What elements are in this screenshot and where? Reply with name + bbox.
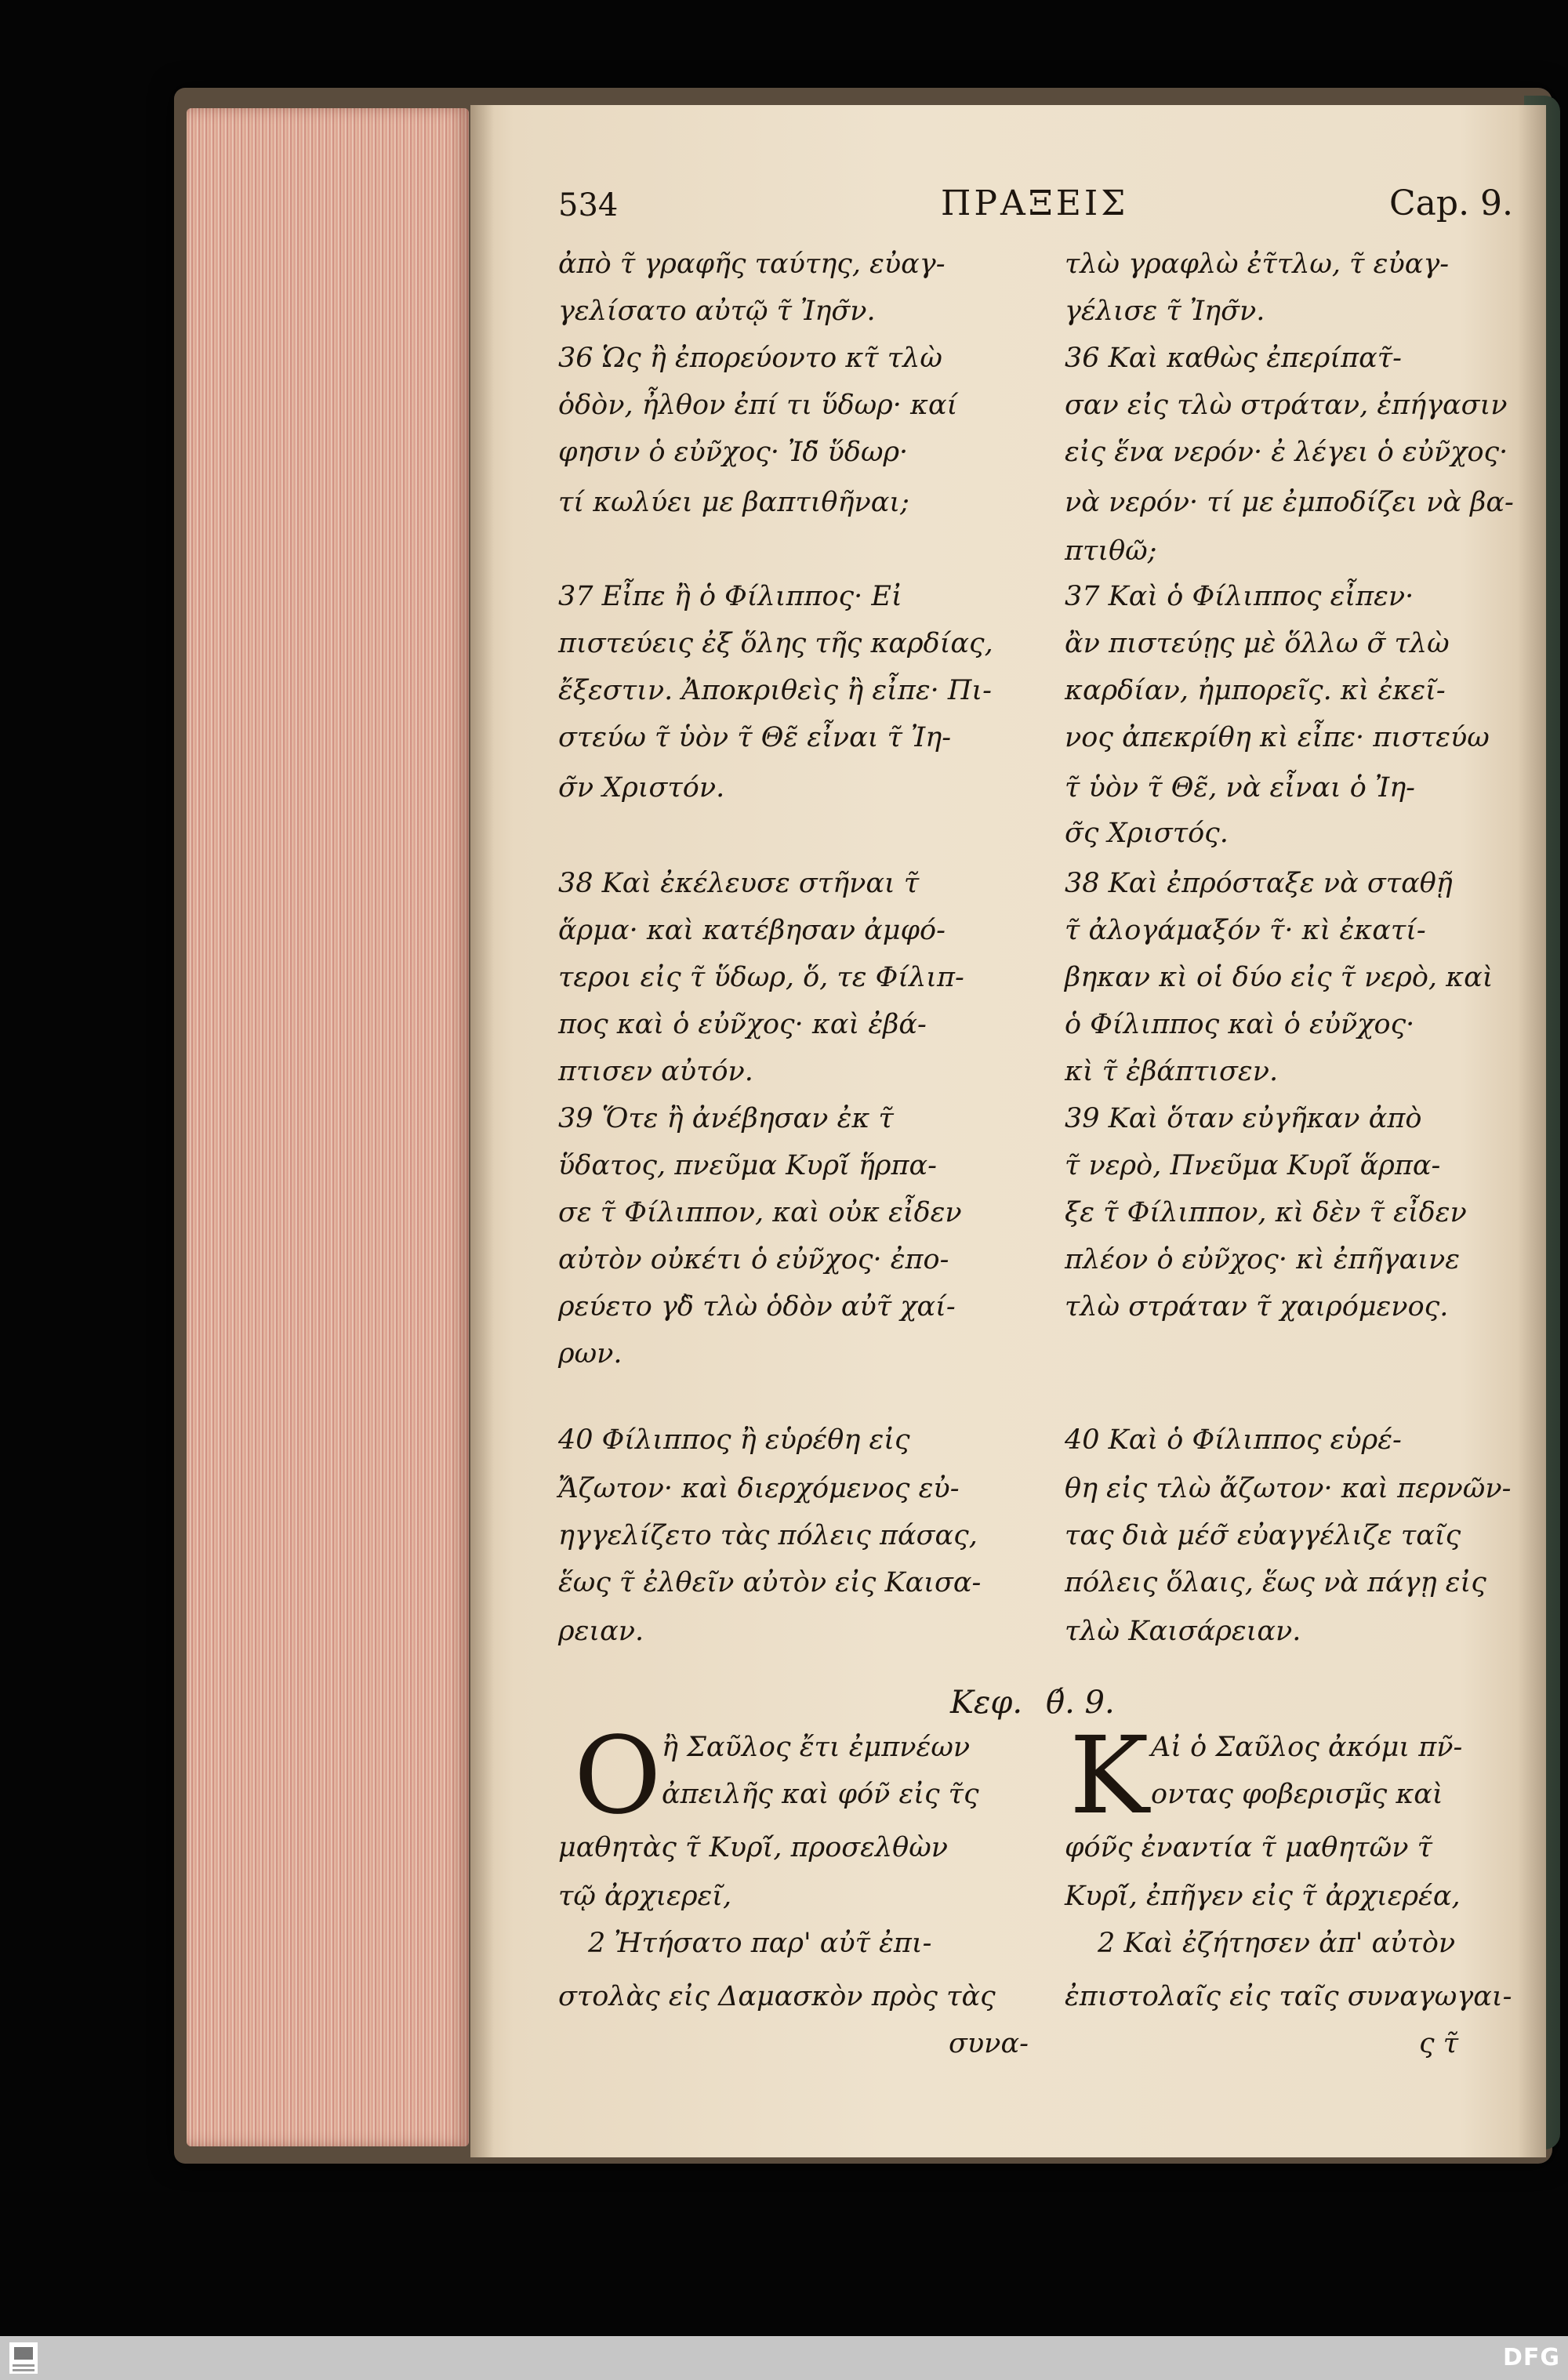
text-line: καρδίαν, ἠμπορεῖς. κὶ ἐκεῖ-: [1065, 675, 1446, 706]
text-line: Κυρί̃, ἐπῆγεν εἰς τ̃ ἀρχιερέα,: [1065, 1881, 1461, 1912]
page-gutter-shadow: [1518, 105, 1546, 2157]
text-line: ἀπὸ τ̃ γραφῆς ταύτης, εὐαγ-: [558, 249, 946, 280]
text-line: θη εἰς τλὼ ἄζωτον· καὶ περνῶν-: [1065, 1473, 1512, 1504]
text-line: ρεύετο γδ̀ τλὼ ὁδὸν αὐτ̃ χαί-: [558, 1291, 956, 1322]
text-line: Ἄζωτον· καὶ διερχόμενος εὐ-: [558, 1473, 960, 1504]
text-line: ς τ̃: [1419, 2028, 1459, 2059]
text-line: πιστεύεις ἐξ ὅλης τῆς καρδίας,: [558, 628, 993, 659]
text-line: ὁ Φίλιππος καὶ ὁ εὐν̃χος·: [1065, 1009, 1415, 1040]
text-line: σ̃ν Χριστόν.: [558, 772, 725, 804]
text-line: μαθητὰς τ̃ Κυρί̃, προσελθὼν: [558, 1832, 949, 1863]
text-line: ἅρμα· καὶ κατέβησαν ἀμφό-: [558, 915, 946, 946]
text-line: τλὼ Καισάρειαν.: [1065, 1616, 1301, 1647]
page-number: 534: [558, 187, 619, 223]
text-line: 2 Ἠτήσατο παρ' αὐτ̃ ἐπι-: [588, 1928, 932, 1959]
text-line: ὕδατος, πνεῦμα Κυρί̃ ἥρπα-: [558, 1150, 937, 1181]
text-line: ρων.: [558, 1338, 622, 1370]
text-line: ξε τ̃ Φίλιππον, κὶ δὲν τ̃ εἶδεν: [1065, 1197, 1467, 1228]
text-line: γέλισε τ̃ Ἰησ̃ν.: [1065, 296, 1265, 327]
text-line: εἰς ἕνα νερόν· ἐ λέγει ὁ εὐν̃χος·: [1065, 437, 1508, 468]
text-line: τῷ ἀρχιερεῖ,: [558, 1881, 732, 1912]
text-line: τεροι εἰς τ̃ ὕδωρ, ὅ, τε Φίλιπ-: [558, 962, 964, 993]
text-line: ἐπιστολαῖς εἰς ταῖς συναγωγαι-: [1065, 1981, 1512, 2012]
library-logo-icon: [5, 2339, 42, 2377]
drop-cap-left: Ο: [574, 1714, 662, 1838]
text-line: τλὼ γραφλὼ ἐτ̃τλω, τ̃ εὐαγ-: [1065, 249, 1450, 280]
text-line: 40 Φίλιππος ἢ εὑρέθη εἰς: [558, 1424, 910, 1456]
text-line: ρειαν.: [558, 1616, 644, 1647]
text-line: ἢ Σαῦλος ἔτι ἐμπνέων: [662, 1732, 971, 1763]
text-line: τ̃ ὑὸν τ̃ Θε̃, νὰ εἶναι ὁ Ἰη-: [1065, 772, 1415, 804]
text-line: βηκαν κὶ οἱ δύο εἰς τ̃ νερὸ, καὶ: [1065, 962, 1494, 993]
text-line: σ̃ς Χριστός.: [1065, 818, 1229, 849]
text-line: τλὼ στράταν τ̃ χαιρόμενος.: [1065, 1291, 1449, 1322]
text-line: τ̃ ἀλογάμαξόν τ̃· κὶ ἐκατί-: [1065, 915, 1426, 946]
text-line: ἂν πιστεύῃς μὲ ὅλλω σ̃ τλὼ: [1065, 628, 1450, 659]
text-line: ἔξεστιν. Ἀποκριθεὶς ἢ εἶπε· Πι-: [558, 675, 992, 706]
text-line: ἀπειλῆς καὶ φόν̃ εἰς τ̃ς: [662, 1779, 979, 1810]
text-line: στολὰς εἰς Δαμασκὸν πρὸς τὰς: [558, 1981, 996, 2012]
text-line: Αἰ ὁ Σαῦλος ἀκόμι πν̃-: [1151, 1732, 1463, 1763]
text-line: 2 Καὶ ἐζήτησεν ἀπ' αὐτὸν: [1098, 1928, 1456, 1959]
running-title: ΠΡΑΞΕΙΣ: [941, 183, 1129, 223]
text-line: νος ἀπεκρίθη κὶ εἶπε· πιστεύω: [1065, 722, 1490, 753]
chapter-heading-right: θ́. 9.: [1046, 1685, 1115, 1721]
text-line: ἕως τ̃ ἐλθεῖν αὐτὸν εἰς Καισα-: [558, 1567, 982, 1598]
text-line: ηγγελίζετο τὰς πόλεις πάσας,: [558, 1520, 978, 1551]
page-edges: [187, 108, 469, 2146]
text-line: τας διὰ μέσ̃ εὐαγγέλιζε ταῖς: [1065, 1520, 1461, 1551]
chapter-label: Cap. 9.: [1389, 183, 1514, 223]
dfg-logo-text: DFG: [1502, 2344, 1560, 2371]
text-line: 38 Καὶ ἐπρόσταξε νὰ σταθῇ: [1065, 868, 1453, 899]
text-line: 39 Καὶ ὅταν εὐγῆκαν ἀπὸ: [1065, 1103, 1422, 1134]
chapter-heading-left: Κεφ.: [950, 1685, 1023, 1721]
text-line: πλέον ὁ εὐν̃χος· κὶ ἐπῆγαινε: [1065, 1244, 1460, 1275]
text-line: αὐτὸν οὐκέτι ὁ εὐν̃χος· ἐπο-: [558, 1244, 949, 1275]
text-line: σαν εἰς τλὼ στράταν, ἐπήγασιν: [1065, 390, 1508, 421]
text-line: πόλεις ὅλαις, ἕως νὰ πάγῃ εἰς: [1065, 1567, 1486, 1598]
book-page: [470, 105, 1546, 2157]
text-line: πτιθῶ;: [1065, 535, 1157, 567]
text-line: 40 Καὶ ὁ Φίλιππος εὑρέ-: [1065, 1424, 1402, 1456]
text-line: σε τ̃ Φίλιππον, καὶ οὐκ εἶδεν: [558, 1197, 962, 1228]
text-line: 39 Ὅτε ἢ ἀνέβησαν ἐκ τ̃: [558, 1103, 894, 1134]
text-line: 36 Ὡς ἢ ἐπορεύοντο κτ̃ τλὼ: [558, 343, 942, 374]
text-line: τί κωλύει με βαπτιθῆναι;: [558, 487, 909, 518]
text-line: νὰ νερόν· τί με ἐμποδίζει νὰ βα-: [1065, 487, 1514, 518]
text-line: ὁδὸν, ἦλθον ἐπί τι ὕδωρ· καί: [558, 390, 958, 421]
text-line: 37 Εἶπε ἢ ὁ Φίλιππος· Εἰ: [558, 581, 902, 612]
text-line: φησιν ὁ εὐν̃χος· Ἰδ̃ ὕδωρ·: [558, 437, 909, 468]
text-line: κὶ τ̃ ἐβάπτισεν.: [1065, 1056, 1279, 1087]
text-line: γελίσατο αὐτῷ τ̃ Ἰησ̃ν.: [558, 296, 876, 327]
text-line: 37 Καὶ ὁ Φίλιππος εἶπεν·: [1065, 581, 1414, 612]
drop-cap-right: Κ: [1069, 1714, 1149, 1838]
text-line: στεύω τ̃ ὑὸν τ̃ Θε̃ εἶναι τ̃ Ἰη-: [558, 722, 952, 753]
text-line: συνα-: [949, 2028, 1029, 2059]
text-line: 38 Καὶ ἐκέλευσε στῆναι τ̃: [558, 868, 920, 899]
text-line: τ̃ νερὸ, Πνεῦμα Κυρί̃ ἅρπα-: [1065, 1150, 1441, 1181]
text-line: 36 Καὶ καθὼς ἐπερίπατ̃-: [1065, 343, 1402, 374]
footer-bar: [0, 2336, 1568, 2380]
text-line: πος καὶ ὁ εὐν̃χος· καὶ ἐβά-: [558, 1009, 927, 1040]
text-line: πτισεν αὐτόν.: [558, 1056, 753, 1087]
text-line: φόν̃ς ἐναντία τ̃ μαθητῶν τ̃: [1065, 1832, 1432, 1863]
text-line: οντας φοβερισμ̃ς καὶ: [1151, 1779, 1443, 1810]
